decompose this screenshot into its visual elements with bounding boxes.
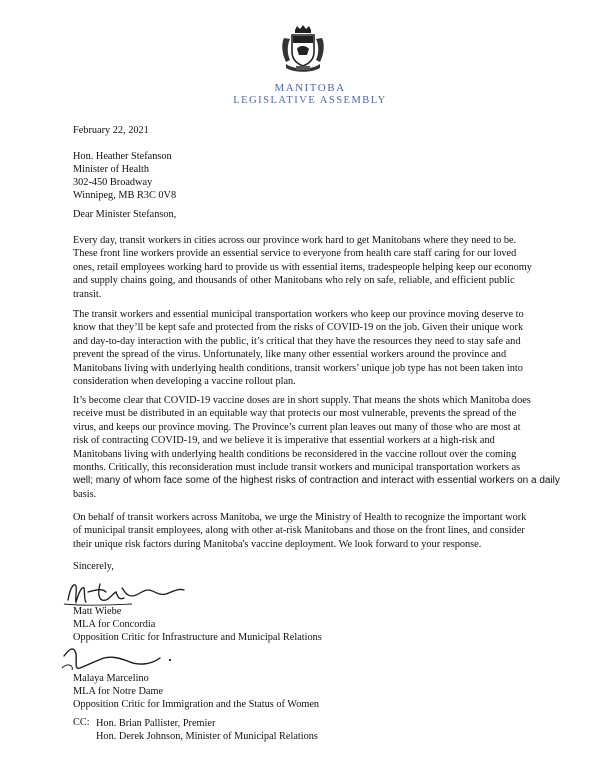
signature-matt-wiebe (62, 578, 190, 608)
recipient-name: Hon. Heather Stefanson (73, 151, 172, 162)
manitoba-coat-of-arms-icon (276, 24, 330, 74)
paragraph-line: Manitobans living with underlying health conditions be reconsidered in the vaccine rollout over the coming (73, 448, 517, 460)
paragraph-line: well; many of whom face some of the highest risks of contraction and interact with essential workers on a daily (73, 475, 560, 487)
letter-date: February 22, 2021 (73, 125, 149, 136)
signatory-1 (73, 605, 543, 644)
recipient-address (73, 150, 543, 202)
recipient-address-line2: Winnipeg, MB R3C 0V8 (73, 190, 177, 201)
body-paragraph-1 (73, 234, 543, 301)
paragraph-line: know that they’ll be kept safe and protected from the risks of COVID-19 on the job. Given their unique work (73, 322, 524, 334)
recipient-title: Minister of Health (73, 164, 150, 175)
paragraph-line: These front line workers provide an essential service to everyone from health care staff caring for our loved (73, 248, 517, 260)
cc-label: CC: (73, 717, 90, 728)
signatory-riding: MLA for Notre Dame (73, 686, 164, 697)
paragraph-line: prevent the spread of the virus. Unfortunately, like many other essential workers around the province and (73, 349, 507, 361)
paragraph-line: Every day, transit workers in cities across our province work hard to get Manitobans where they need to be. (73, 235, 517, 246)
paragraph-line: receive must be distributed in an equitable way that protects our most vulnerable, prevents the spread of the (73, 408, 517, 420)
body-paragraph-4 (73, 511, 543, 551)
paragraph-line: and supply chains going, and thousands of other Manitobans who rely on safe, reliable, and efficient public (73, 275, 515, 287)
paragraph-line: and day-to-day interaction with the public, it’s critical that they have the resources they need to stay safe and (73, 335, 521, 347)
salutation: Dear Minister Stefanson, (73, 209, 177, 220)
org-name-line1: MANITOBA (274, 82, 346, 94)
paragraph-line: basis. (73, 488, 97, 500)
paragraph-line: consideration when developing a vaccine rollout plan. (73, 376, 296, 388)
paragraph-line: The transit workers and essential municipal transportation workers who keep our province moving deserve to (73, 309, 524, 320)
signatory-role: Opposition Critic for Infrastructure and Municipal Relations (73, 632, 322, 643)
org-name-line2: LEGISLATIVE ASSEMBLY (233, 95, 387, 106)
body-paragraph-3 (73, 394, 560, 501)
signatory-name: Malaya Marcelino (73, 673, 149, 684)
signature-malaya-marcelino (60, 640, 180, 674)
paragraph-line: months. Critically, this reconsideration must include transit workers and municipal transportation workers as (73, 462, 521, 474)
cc-recipient: Hon. Derek Johnson, Minister of Municipal Relations (96, 731, 318, 742)
signatory-role: Opposition Critic for Immigration and the Status of Women (73, 699, 320, 710)
paragraph-line: ones, retail employees working hard to provide us with essential items, tradespeople helping keep our economy (73, 261, 532, 273)
signatory-name: Matt Wiebe (73, 606, 122, 617)
paragraph-line: On behalf of transit workers across Manitoba, we urge the Ministry of Health to recognize the important work (73, 512, 527, 523)
paragraph-line: virus, and keeps our province moving. The Province’s current plan leaves out many of those who are most at (73, 421, 521, 433)
paragraph-line: of municipal transit employees, along with other at-risk Manitobans and those on the front lines, and consider (73, 525, 525, 537)
paragraph-line: It’s become clear that COVID-19 vaccine doses are in short supply. That means the shots which Manitoba does (73, 395, 531, 406)
paragraph-line: transit. (73, 288, 102, 300)
paragraph-line: their unique risk factors during Manitoba's vaccine deployment. We look forward to your response. (73, 538, 482, 550)
cc-recipient: Hon. Brian Pallister, Premier (96, 718, 216, 729)
paragraph-line: risk of contracting COVID-19, and we believe it is imperative that essential workers at a high-risk and (73, 435, 495, 447)
body-paragraph-2 (73, 308, 543, 388)
recipient-address-line1: 302-450 Broadway (73, 177, 153, 188)
signatory-2 (73, 672, 543, 711)
signatory-riding: MLA for Concordia (73, 619, 156, 630)
cc-recipients (96, 717, 318, 743)
closing: Sincerely, (73, 561, 114, 572)
paragraph-line: Manitobans living with underlying health conditions, transit workers’ unique job type has not been taken into (73, 362, 523, 374)
